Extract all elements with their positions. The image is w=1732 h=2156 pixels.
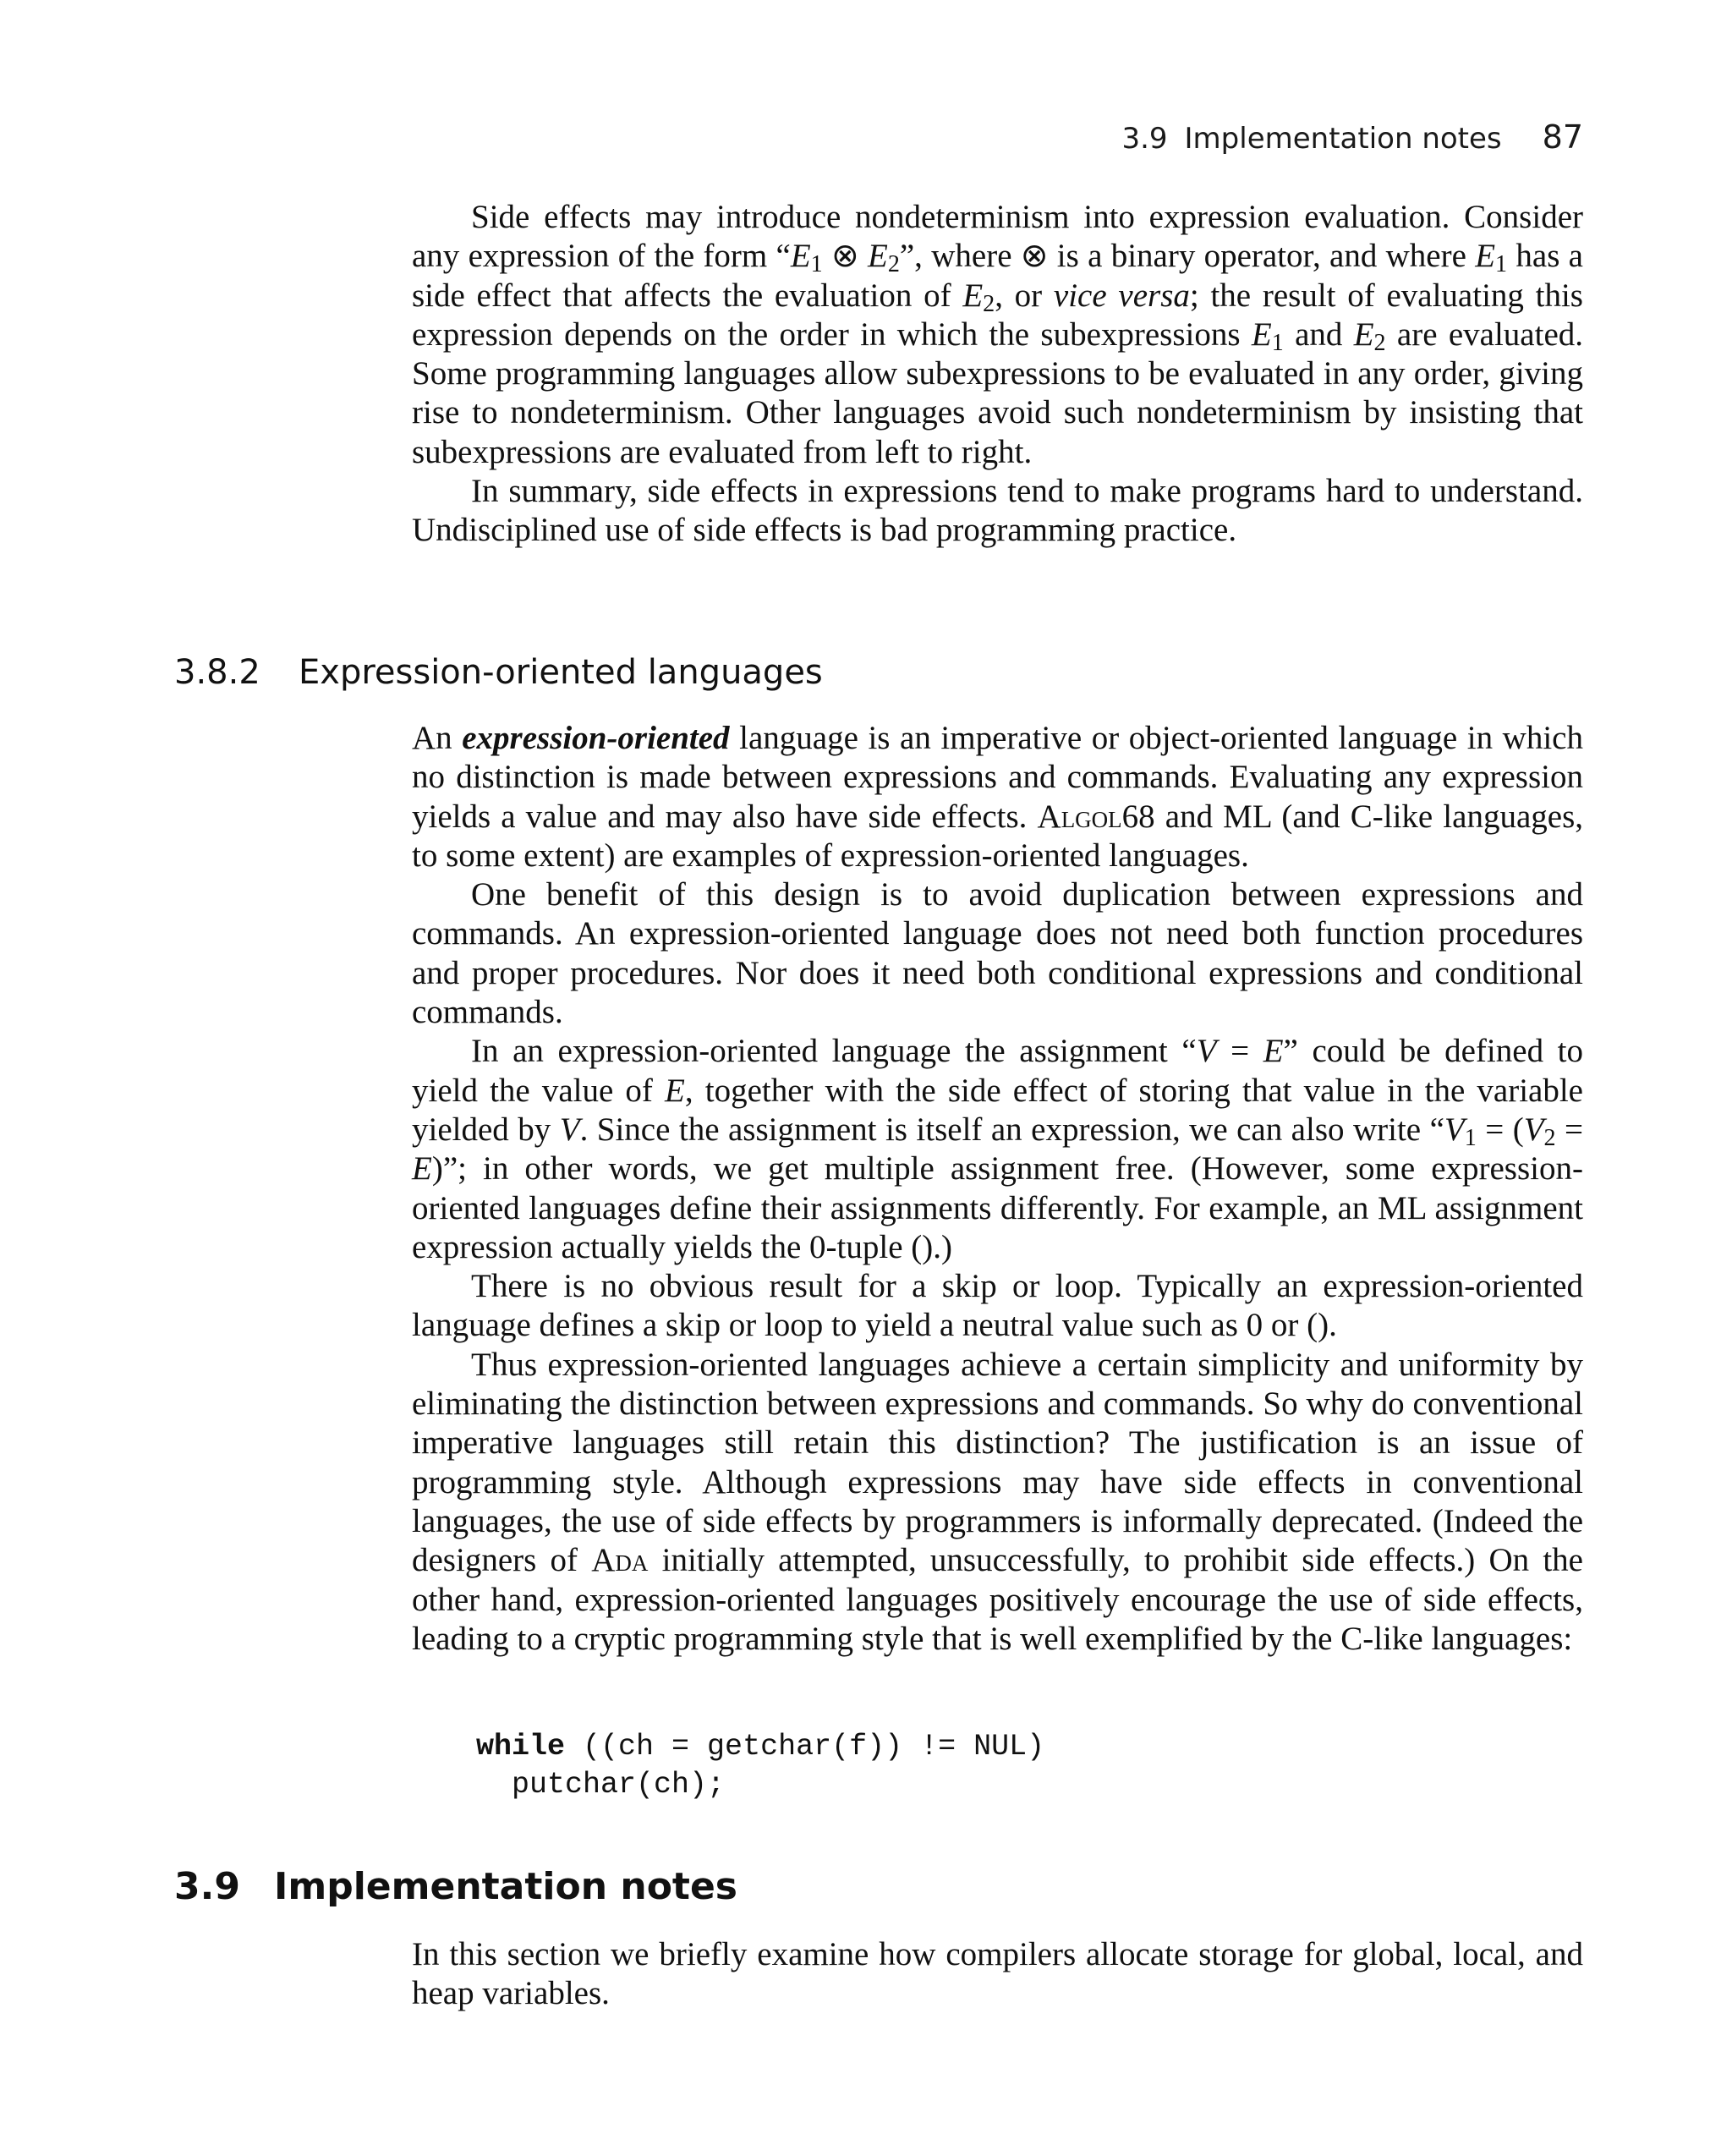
subsection-title: Expression-oriented languages	[299, 653, 823, 692]
section-title: Implementation notes	[274, 1865, 737, 1908]
paragraph-summary: In summary, side effects in expressions tend to make programs hard to understand. Undisciplined use of side effects is bad programming practice.	[412, 473, 1583, 549]
page-number: 87	[1542, 118, 1583, 156]
paragraph-style: Thus expression-oriented languages achieve a certain simplicity and uniformity by eliminating the distinction between expressions and commands. So why do conventional imperative languages still retain this distinction? The justification is an issue of programming style. Although expressions may have side effects in conventional languages, the use of side effects by programmers is informally deprecated. (Indeed the designers of Ada initially attempted, unsuccessfully, to prohibit side effects.) On the other hand, expression-oriented languages positively encourage the use of side effects, leading to a cryptic programming style that is well exemplified by the C-like languages:	[412, 1346, 1583, 1657]
section-number: 3.9	[174, 1865, 240, 1908]
intro-text	[412, 198, 1583, 551]
subsection-number: 3.8.2	[174, 653, 260, 692]
running-head	[1121, 118, 1583, 156]
paragraph-skip-loop: There is no obvious result for a skip or loop. Typically an expression-oriented language defines a skip or loop to yield a neutral value such as 0 or ().	[412, 1268, 1583, 1344]
ada-name: Ada	[591, 1542, 649, 1579]
running-head-title: Implementation notes	[1184, 122, 1502, 156]
running-head-section: 3.9	[1121, 122, 1168, 156]
paragraph-benefit: One benefit of this design is to avoid duplication between expressions and commands. An expression-oriented language does not need both function procedures and proper procedures. Nor does it need both conditional expressions and conditional commands.	[412, 876, 1583, 1031]
algol-name: Algol	[1037, 798, 1122, 835]
subsection-heading	[174, 653, 823, 692]
subsection-text	[412, 719, 1583, 1659]
code-example: while ((ch = getchar(f)) != NUL) putchar(ch);	[476, 1730, 1045, 1802]
defined-term: expression-oriented	[462, 720, 730, 756]
paragraph-side-effects: Side effects may introduce nondeterminism into expression evaluation. Consider any expression of the form “$E_1$ ⊗ $E_2$”, where ⊗ is a binary operator, and where $E_1$ has a side effect that affects the evaluation of $E_2$, or vice versa; the result of evaluating this expression depends on the order in which the subexpressions $E_1$ and $E_2$ are evaluated. Some programming languages allow subexpressions to be evaluated in any order, giving rise to nondeterminism. Other languages avoid such nondeterminism by insisting that subexpressions are evaluated from left to right.	[412, 199, 1584, 470]
paragraph-implementation: In this section we briefly examine how compilers allocate storage for global, local, and heap variables.	[412, 1936, 1583, 2012]
section-heading	[174, 1865, 737, 1908]
paragraph-definition: An expression-oriented language is an imperative or object-oriented language in which no distinction is made between expressions and commands. Evaluating any expression yields a value and may also have side effects. Algol68 and ML (and C-like languages, to some extent) are examples of expression-oriented languages.	[412, 720, 1584, 874]
section-text	[412, 1935, 1583, 2014]
code-keyword: while	[476, 1730, 566, 1764]
paragraph-assignment: In an expression-oriented language the assignment “V = E” could be defined to yield the value of E, together with the side effect of storing that value in the variable yielded by V. Since the assignment is itself an expression, we can also write “$V_1 = (V_2 = E)$”; in other words, we get multiple assignment free. (However, some expression-oriented languages define their assignments differently. For example, an ML assignment expression actually yields the 0-tuple ().)	[412, 1033, 1584, 1265]
